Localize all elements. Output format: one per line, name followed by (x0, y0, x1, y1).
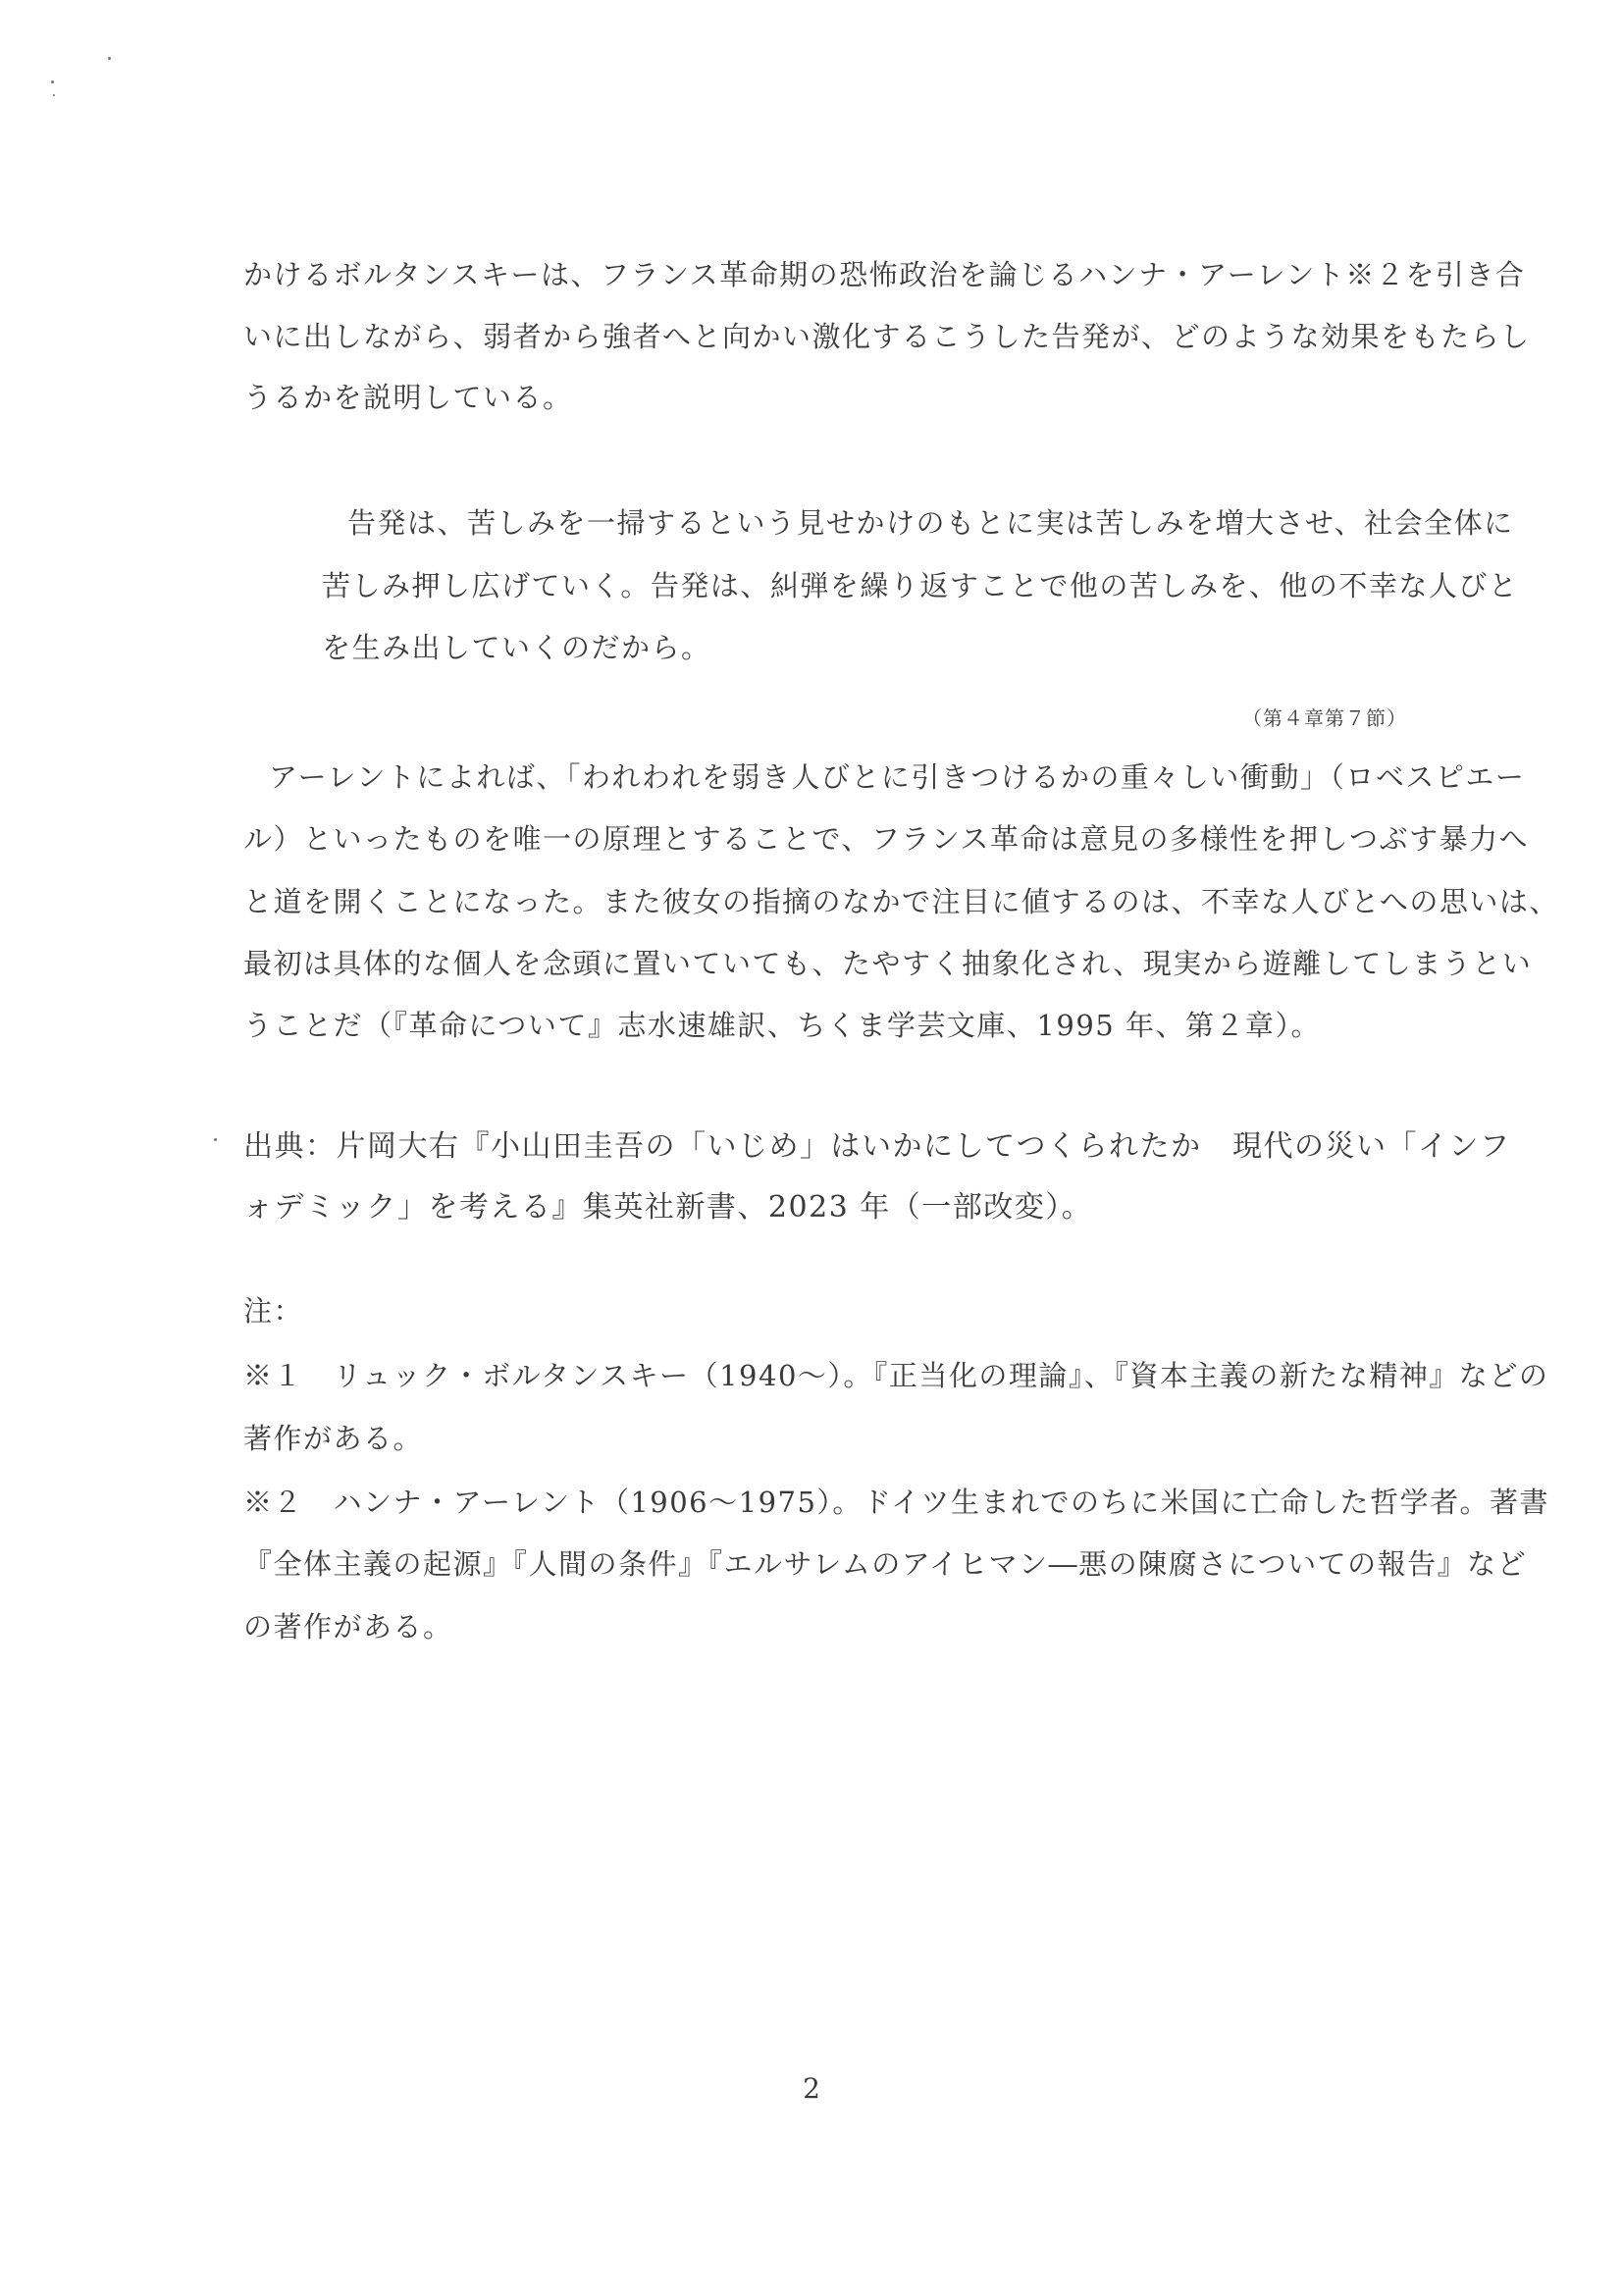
notes-heading: 注： (243, 1294, 304, 1328)
scan-speck (51, 80, 54, 83)
scan-speck (53, 94, 55, 96)
paragraph-line: ル）といったものを唯一の原理とすることで、フランス革命は意見の多様性を押しつぶす暴力へ (243, 822, 1530, 856)
paragraph-line: と道を開くことになった。また彼女の指摘のなかで注目に値するのは、不幸な人びとへの思いは、 (243, 885, 1559, 918)
note-line: の著作がある。 (243, 1610, 453, 1644)
quote-line: 告発は、苦しみを一掃するという見せかけのもとに実は苦しみを増大させ、社会全体に (347, 506, 1514, 540)
note-line: 『全体主義の起源』『人間の条件』『エルサレムのアイヒマン―悪の陳腐さについての報告』など (243, 1547, 1528, 1581)
scan-speck (108, 57, 111, 60)
page-number: 2 (803, 2072, 820, 2105)
paragraph-line: アーレントによれば、「われわれを弱き人びとに引きつけるかの重々しい衝動」（ロベスピエー (269, 760, 1526, 794)
paragraph-line: 最初は具体的な個人を念頭に置いていても、たやすく抽象化され、現実から遊離してしまうとい (243, 947, 1533, 980)
quote-line: を生み出していくのだから。 (322, 631, 711, 664)
note-line: ※２ ハンナ・アーレント（1906～1975）。ドイツ生まれでのちに米国に亡命した哲学者。著書 (243, 1486, 1549, 1519)
paragraph-line: うことだ（『革命について』志水速雄訳、ちくま学芸文庫、1995 年、第２章）。 (243, 1009, 1321, 1042)
paragraph-line: かけるボルタンスキーは、フランス革命期の恐怖政治を論じるハンナ・アーレント※２を引き合 (243, 258, 1526, 291)
quote-line: 苦しみ押し広げていく。告発は、糾弾を繰り返すことで他の苦しみを、他の不幸な人びと (322, 569, 1519, 602)
note-line: 著作がある。 (243, 1422, 424, 1455)
quote-citation: （第４章第７節） (1242, 706, 1407, 730)
note-line: ※１ リュック・ボルタンスキー（1940～）。『正当化の理論』、『資本主義の新たな精神』などの (243, 1359, 1549, 1392)
paragraph-line: いに出しながら、弱者から強者へと向かい激化するこうした告発が、どのような効果をもたらし (243, 320, 1531, 353)
scan-speck (214, 1138, 217, 1141)
source-line: ォデミック」を考える』集英社新書、2023 年（一部改変）。 (243, 1190, 1093, 1225)
paragraph-line: うるかを説明している。 (243, 381, 573, 414)
source-line: 出典：片岡大右『小山田圭吾の「いじめ」はいかにしてつくられたか 現代の災い「インフ (243, 1129, 1511, 1164)
